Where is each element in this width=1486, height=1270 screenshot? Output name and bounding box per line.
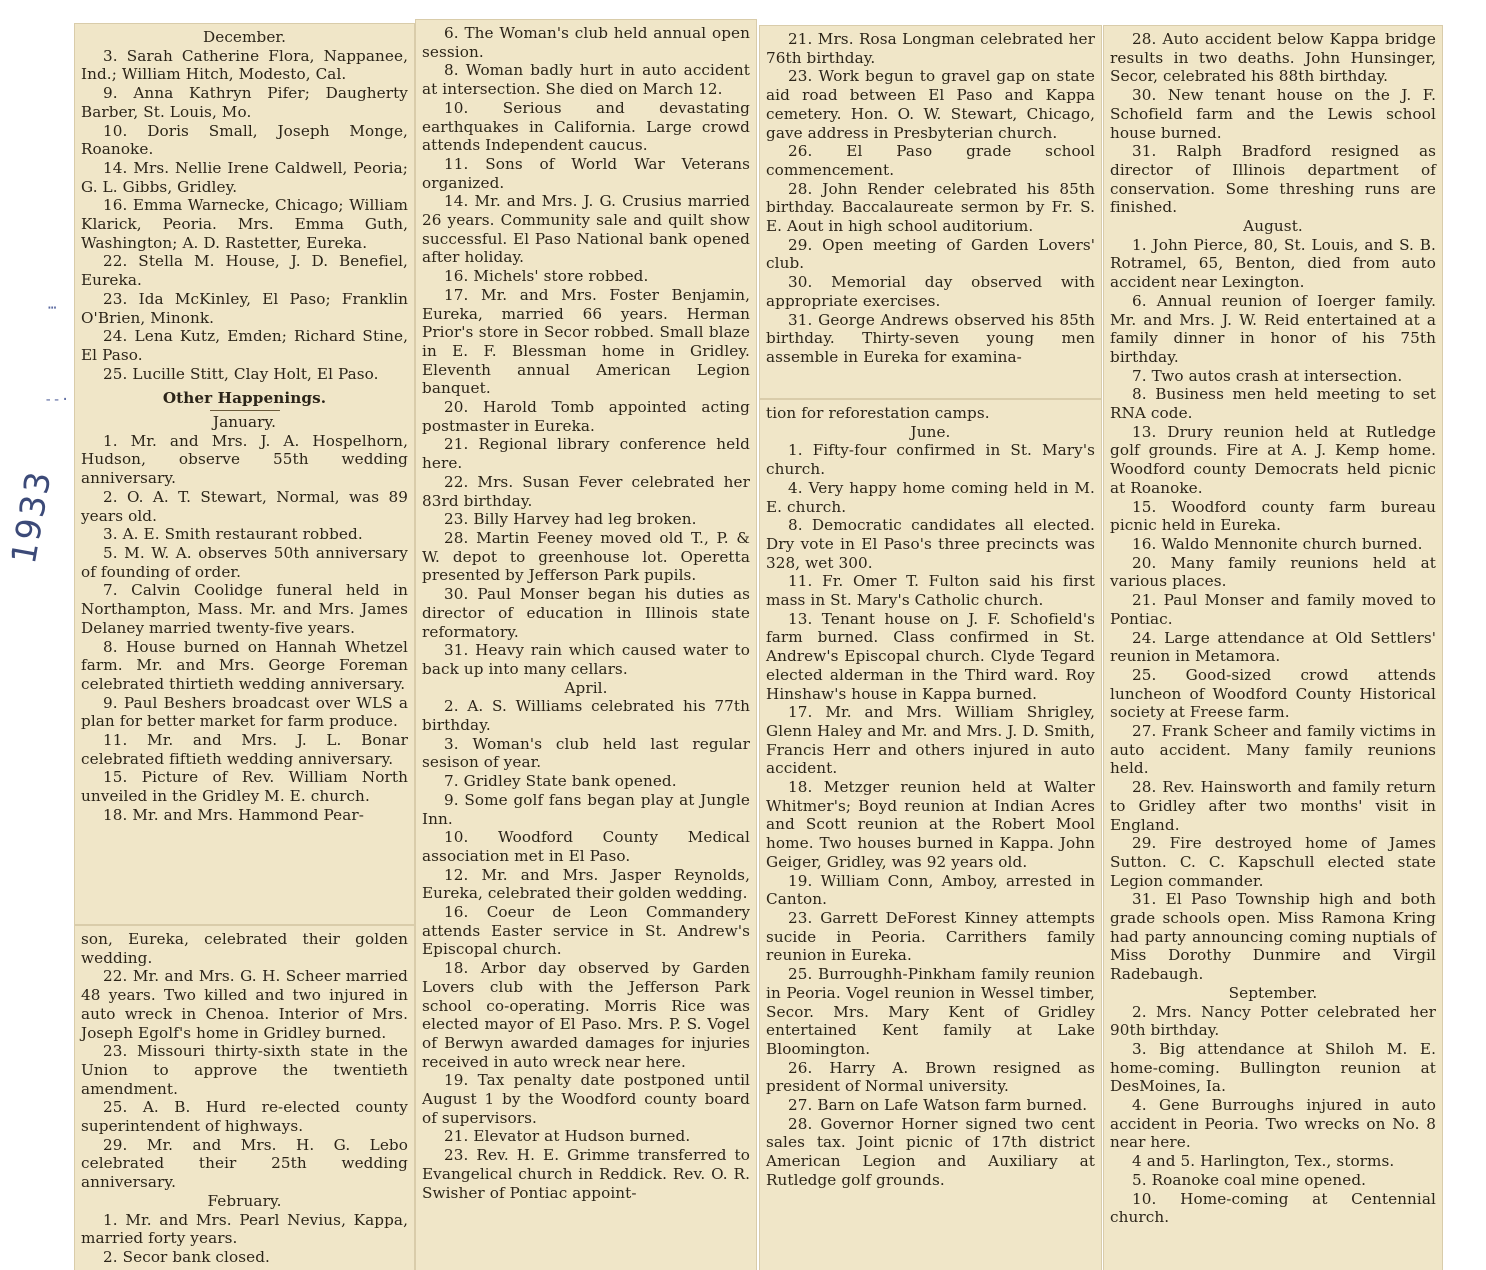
section-heading: August. xyxy=(1243,217,1303,236)
handwritten-year-text: 1933 xyxy=(4,466,60,567)
section-heading: January. xyxy=(212,413,277,432)
news-entry: 22. Mrs. Susan Fever celebrated her 83rd birthday. xyxy=(422,472,750,510)
news-entry: 24. Large attendance at Old Settlers' reunion in Metamora. xyxy=(1110,628,1436,666)
news-entry: 8. Woman badly hurt in auto accident at intersection. She died on March 12. xyxy=(422,61,750,99)
news-entry: 18. Mr. and Mrs. Hammond Pear- xyxy=(103,805,364,824)
news-entry: 3. Big attendance at Shiloh M. E. home-coming. Bullington reunion at DesMoines, Ia. xyxy=(1110,1039,1436,1096)
news-entry: 1. Mr. and Mrs. J. A. Hospelhorn, Hudson, observe 55th wedding anniversary. xyxy=(81,431,408,488)
news-entry: 23. Rev. H. E. Grimme transferred to Evangelical church in Reddick. Rev. O. R. Swisher of Pontiac appoint- xyxy=(422,1146,750,1202)
news-entry: 8. Democratic candidates all elected. Dry vote in El Paso's three precincts was 328, wet 300. xyxy=(766,516,1095,572)
news-entry: 28. John Render celebrated his 85th birthday. Baccalaureate sermon by Fr. S. E. Aout in high school auditorium. xyxy=(766,179,1095,236)
news-entry: 21. Paul Monser and family moved to Pontiac. xyxy=(1110,591,1436,628)
news-entry: 17. Mr. and Mrs. William Shrigley, Glenn Haley and Mr. and Mrs. J. D. Smith, Francis Herr and others injured in auto accident. xyxy=(766,703,1095,778)
news-entry: 25. Burroughh-Pinkham family reunion in Peoria. Vogel reunion in Wessel timber, Secor. Mrs. Mary Kent of Gridley entertained Kent family at Lake Bloomington. xyxy=(766,965,1095,1058)
ink-dot-mark: ⋯ xyxy=(48,300,57,316)
news-entry: 5. M. W. A. observes 50th anniversary of founding of order. xyxy=(81,543,408,581)
news-entry: 5. Roanoke coal mine opened. xyxy=(1132,1170,1367,1189)
news-entry: 10. Serious and devastating earthquakes in California. Large crowd attends Independent caucus. xyxy=(422,98,750,155)
news-entry: 28. Auto accident below Kappa bridge results in two deaths. John Hunsinger, Secor, celebrated his 88th birthday. xyxy=(1110,30,1436,86)
news-entry: 23. Garrett DeForest Kinney attempts sucide in Peoria. Carrithers family reunion in Eureka. xyxy=(766,908,1095,965)
news-entry: 30. Paul Monser began his duties as director of education in Illinois state reformatory. xyxy=(422,585,750,641)
news-entry: 22. Mr. and Mrs. G. H. Scheer married 48 years. Two killed and two injured in auto wreck in Chenoa. Interior of Mrs. Joseph Egolf's home in Gridley burned. xyxy=(81,967,408,1042)
news-entry: 13. Tenant house on J. F. Schofield's farm burned. Class confirmed in St. Andrew's Episcopal church. Clyde Tegard elected alderman in the Third ward. Roy Hinshaw's house in Kappa burned. xyxy=(766,609,1095,703)
news-entry: 23. Missouri thirty-sixth state in the Union to approve the twentieth amendment. xyxy=(81,1042,408,1098)
news-entry: 8. House burned on Hannah Whetzel farm. Mr. and Mrs. George Foreman celebrated thirtieth wedding anniversary. xyxy=(81,637,408,693)
news-entry: 23. Ida McKinley, El Paso; Franklin O'Brien, Minonk. xyxy=(81,289,408,327)
news-entry: 14. Mr. and Mrs. J. G. Crusius married 26 years. Community sale and quilt show successful. El Paso National bank opened after holiday. xyxy=(422,192,750,267)
col2-text xyxy=(416,20,756,1202)
news-entry: 7. Two autos crash at intersection. xyxy=(1132,366,1403,385)
news-entry: 16. Coeur de Leon Commandery attends Easter service in St. Andrew's Episcopal church. xyxy=(422,903,750,959)
news-entry: 31. Ralph Bradford resigned as director of Illinois department of conservation. Some threshing runs are finished. xyxy=(1110,142,1436,217)
news-entry: 23. Work begun to gravel gap on state aid road between El Paso and Kappa cemetery. Hon. O. W. Stewart, Chicago, gave address in Presbyterian church. xyxy=(766,67,1095,142)
section-heading: December. xyxy=(202,28,287,46)
section-heading: June. xyxy=(910,422,951,441)
news-entry: 29. Mr. and Mrs. H. G. Lebo celebrated their 25th wedding anniversary. xyxy=(81,1135,408,1192)
news-entry: 10. Doris Small, Joseph Monge, Roanoke. xyxy=(81,121,408,159)
news-entry: 27. Frank Scheer and family victims in auto accident. Many family reunions held. xyxy=(1110,722,1436,778)
news-entry: 1. John Pierce, 80, St. Louis, and S. B. Rotramel, 65, Benton, died from auto accident near Lexington. xyxy=(1110,235,1436,292)
ink-dash-mark: --· xyxy=(44,392,70,408)
news-entry: 9. Some golf fans began play at Jungle Inn. xyxy=(422,790,750,828)
news-entry: 9. Anna Kathryn Pifer; Daugherty Barber, St. Louis, Mo. xyxy=(81,84,408,121)
news-entry: 30. Memorial day observed with appropriate exercises. xyxy=(766,273,1095,310)
news-entry: 26. El Paso grade school commencement. xyxy=(766,142,1095,179)
news-entry: 11. Mr. and Mrs. J. L. Bonar celebrated fiftieth wedding anniversary. xyxy=(81,731,408,768)
news-entry: 30. New tenant house on the J. F. Schofield farm and the Lewis school house burned. xyxy=(1110,86,1436,142)
news-entry: 10. Home-coming at Centennial church. xyxy=(1110,1189,1436,1227)
news-entry: 27. Barn on Lafe Watson farm burned. xyxy=(788,1096,1088,1115)
news-entry: 29. Open meeting of Garden Lovers' club. xyxy=(766,235,1095,273)
news-entry: 25. Good-sized crowd attends luncheon of Woodford County Historical society at Freese farm. xyxy=(1110,665,1436,722)
news-entry: 6. The Woman's club held annual open session. xyxy=(422,24,750,61)
col3b-text xyxy=(760,400,1101,1190)
news-entry: 1. Mr. and Mrs. Pearl Nevius, Kappa, married forty years. xyxy=(81,1210,408,1248)
news-entry: 13. Drury reunion held at Rutledge golf grounds. Fire at A. J. Kemp home. Woodford county Democrats held picnic at Roanoke. xyxy=(1110,422,1436,497)
news-entry: 23. Billy Harvey had leg broken. xyxy=(444,510,697,529)
section-heading: April. xyxy=(564,678,608,697)
news-entry: 2. O. A. T. Stewart, Normal, was 89 years old. xyxy=(81,487,408,525)
news-entry: 3. Woman's club held last regular sesison of year. xyxy=(422,734,750,772)
news-entry: 26. Harry A. Brown resigned as president of Normal university. xyxy=(766,1058,1095,1096)
news-entry: 7. Calvin Coolidge funeral held in Northampton, Mass. Mr. and Mrs. James Delaney married twenty-five years. xyxy=(81,581,408,637)
section-heading: Other Happenings. xyxy=(162,389,327,408)
news-entry: 11. Sons of World War Veterans organized. xyxy=(422,154,750,192)
news-entry: 18. Arbor day observed by Garden Lovers club with the Jefferson Park school co-operating. Morris Rice was elected mayor of El Paso. Mrs. P. S. Vogel of Berwyn awarded damages for injuries received in auto wreck near here. xyxy=(422,959,750,1071)
clipping-col2 xyxy=(416,20,756,1270)
news-entry: 14. Mrs. Nellie Irene Caldwell, Peoria; G. L. Gibbs, Gridley. xyxy=(81,158,408,196)
section-heading: September. xyxy=(1228,983,1318,1002)
clipping-col1-bottom xyxy=(75,926,414,1270)
news-entry: 15. Woodford county farm bureau picnic held in Eureka. xyxy=(1110,497,1436,535)
news-entry: 16. Waldo Mennonite church burned. xyxy=(1132,534,1423,553)
col4-text xyxy=(1104,26,1442,1227)
news-entry: 2. Secor bank closed. xyxy=(103,1247,270,1266)
news-entry: 4 and 5. Harlington, Tex., storms. xyxy=(1132,1152,1395,1171)
news-entry: 10. Woodford County Medical association met in El Paso. xyxy=(422,828,750,865)
news-entry: 8. Business men held meeting to set RNA code. xyxy=(1110,385,1436,423)
news-entry: 16. Emma Warnecke, Chicago; William Klarick, Peoria. Mrs. Emma Guth, Washington; A. D. Rastetter, Eureka. xyxy=(81,196,408,252)
news-entry: 22. Stella M. House, J. D. Benefiel, Eureka. xyxy=(81,252,408,290)
news-entry: son, Eureka, celebrated their golden wedding. xyxy=(81,930,408,967)
news-entry: 18. Metzger reunion held at Walter Whitmer's; Boyd reunion at Indian Acres and Scott reunion at the Robert Mool home. Two houses burned in Kappa. John Geiger, Gridley, was 92 years old. xyxy=(766,778,1095,871)
news-entry: 25. Lucille Stitt, Clay Holt, El Paso. xyxy=(103,364,379,383)
clipping-col3-bottom xyxy=(760,400,1101,1270)
news-entry: 15. Picture of Rev. William North unveiled in the Gridley M. E. church. xyxy=(81,768,408,806)
news-entry: 25. A. B. Hurd re-elected county superintendent of highways. xyxy=(81,1098,408,1136)
heading-rule xyxy=(210,410,280,411)
handwritten-year xyxy=(4,467,60,567)
section-heading: February. xyxy=(207,1191,282,1210)
news-entry: 2. A. S. Williams celebrated his 77th birthday. xyxy=(422,697,750,735)
news-entry: 31. Heavy rain which caused water to back up into many cellars. xyxy=(422,641,750,678)
news-entry: 2. Mrs. Nancy Potter celebrated her 90th birthday. xyxy=(1110,1002,1436,1040)
news-entry: 21. Mrs. Rosa Longman celebrated her 76th birthday. xyxy=(766,30,1095,67)
news-entry: 28. Governor Horner signed two cent sales tax. Joint picnic of 17th district American Legion and Auxiliary at Rutledge golf grounds. xyxy=(766,1114,1095,1189)
news-entry: 31. George Andrews observed his 85th birthday. Thirty-seven young men assemble in Eureka for examina- xyxy=(766,310,1095,366)
news-entry: 3. Sarah Catherine Flora, Nappanee, Ind.; William Hitch, Modesto, Cal. xyxy=(81,46,408,84)
news-entry: 4. Very happy home coming held in M. E. church. xyxy=(766,478,1095,516)
news-entry: 16. Michels' store robbed. xyxy=(444,267,649,286)
col1b-text xyxy=(75,926,414,1267)
news-entry: 19. Tax penalty date postponed until August 1 by the Woodford county board of supervisors. xyxy=(422,1071,750,1127)
news-entry: 7. Gridley State bank opened. xyxy=(444,772,677,791)
news-entry: 24. Lena Kutz, Emden; Richard Stine, El Paso. xyxy=(81,327,408,364)
news-entry: 31. El Paso Township high and both grade schools open. Miss Ramona Kring had party announcing coming nuptials of Miss Dorothy Dunmire and Virgil Radebaugh. xyxy=(1110,890,1436,984)
news-entry: 21. Elevator at Hudson burned. xyxy=(444,1127,691,1146)
news-entry: 6. Annual reunion of Ioerger family. Mr. and Mrs. J. W. Reid entertained at a family dinner in honor of his 75th birthday. xyxy=(1110,291,1436,366)
news-entry: 3. A. E. Smith restaurant robbed. xyxy=(103,525,363,544)
news-entry: 19. William Conn, Amboy, arrested in Canton. xyxy=(766,871,1095,909)
news-entry: 9. Paul Beshers broadcast over WLS a plan for better market for farm produce. xyxy=(81,693,408,731)
news-entry: 1. Fifty-four confirmed in St. Mary's church. xyxy=(766,441,1095,479)
col3a-text xyxy=(760,26,1101,367)
col1a-text xyxy=(75,24,414,825)
clipping-col1-top xyxy=(75,24,414,924)
news-entry: 12. Mr. and Mrs. Jasper Reynolds, Eureka, celebrated their golden wedding. xyxy=(422,865,750,903)
news-entry: 21. Regional library conference held here. xyxy=(422,435,750,473)
news-entry: 28. Martin Feeney moved old T., P. & W. depot to greenhouse lot. Operetta presented by Jefferson Park pupils. xyxy=(422,528,750,585)
news-entry: 29. Fire destroyed home of James Sutton. C. C. Kapschull elected state Legion commander. xyxy=(1110,834,1436,890)
news-entry: 20. Many family reunions held at various places. xyxy=(1110,553,1436,591)
news-entry: 11. Fr. Omer T. Fulton said his first mass in St. Mary's Catholic church. xyxy=(766,572,1095,610)
news-entry: 28. Rev. Hainsworth and family return to Gridley after two months' visit in England. xyxy=(1110,778,1436,834)
news-entry: 4. Gene Burroughs injured in auto accident in Peoria. Two wrecks on No. 8 near here. xyxy=(1110,1096,1436,1152)
clipping-col3-top xyxy=(760,26,1101,398)
clipping-col4 xyxy=(1104,26,1442,1270)
news-entry: 17. Mr. and Mrs. Foster Benjamin, Eureka, married 66 years. Herman Prior's store in Secor robbed. Small blaze in E. F. Blessman home in Gridley. Eleventh annual American Legion banquet. xyxy=(422,285,750,398)
news-entry: tion for reforestation camps. xyxy=(766,404,990,422)
news-entry: 20. Harold Tomb appointed acting postmaster in Eureka. xyxy=(422,398,750,435)
